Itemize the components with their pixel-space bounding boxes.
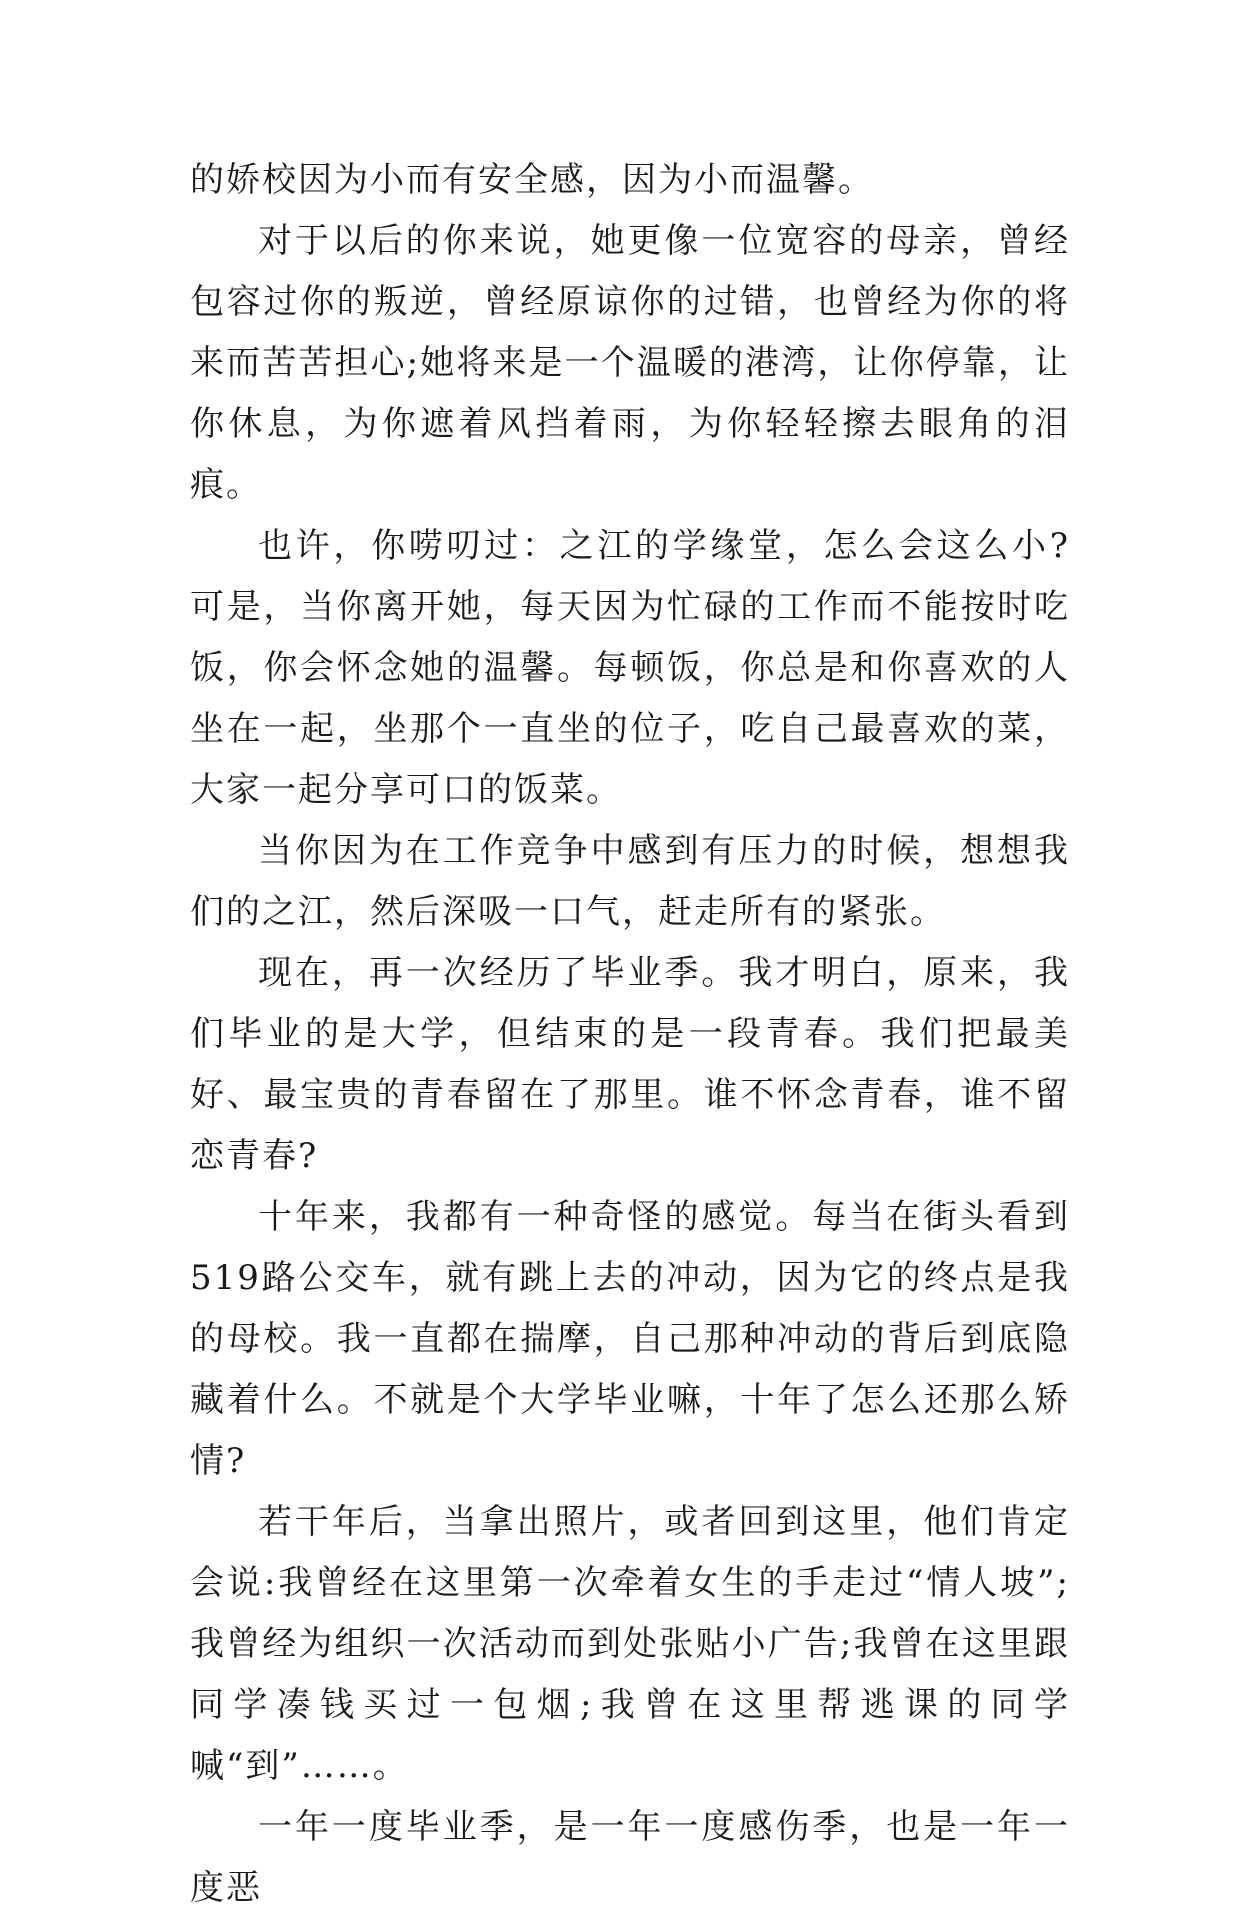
paragraph-1: 的娇校因为小而有安全感，因为小而温馨。 <box>190 160 874 200</box>
paragraph-6: 十年来，我都有一种奇怪的感觉。每当在街头看到519路公交车，就有跳上去的冲动，因为它的终点是我的母校。我一直都在揣摩，自己那种冲动的背后到底隐藏着什么。不就是个大学毕业嘛，十年了怎么还那么矫情? <box>190 1197 1070 1481</box>
paragraph-7: 若干年后，当拿出照片，或者回到这里，他们肯定会说:我曾经在这里第一次牵着女生的手走过“情人坡”;我曾经为组织一次活动而到处张贴小广告;我曾在这里跟同学凑钱买过一包烟;我曾在这里帮逃课的同学喊“到”……。 <box>190 1502 1070 1786</box>
paragraph-8: 一年一度毕业季，是一年一度感伤季，也是一年一度恶 <box>190 1807 1070 1908</box>
body-text <box>190 150 1070 1919</box>
paragraph-3: 也许，你唠叨过：之江的学缘堂，怎么会这么小?可是，当你离开她，每天因为忙碌的工作而不能按时吃饭，你会怀念她的温馨。每顿饭，你总是和你喜欢的人坐在一起，坐那个一直坐的位子，吃自己最喜欢的菜，大家一起分享可口的饭菜。 <box>190 526 1070 810</box>
paragraph-4: 当你因为在工作竞争中感到有压力的时候，想想我们的之江，然后深吸一口气，赶走所有的紧张。 <box>190 831 1070 932</box>
paragraph-5: 现在，再一次经历了毕业季。我才明白，原来，我们毕业的是大学，但结束的是一段青春。我们把最美好、最宝贵的青春留在了那里。谁不怀念青春，谁不留恋青春? <box>190 953 1070 1176</box>
paragraph-2: 对于以后的你来说，她更像一位宽容的母亲，曾经包容过你的叛逆，曾经原谅你的过错，也曾经为你的将来而苦苦担心;她将来是一个温暖的港湾，让你停靠，让你休息，为你遮着风挡着雨，为你轻轻擦去眼角的泪痕。 <box>190 221 1070 505</box>
